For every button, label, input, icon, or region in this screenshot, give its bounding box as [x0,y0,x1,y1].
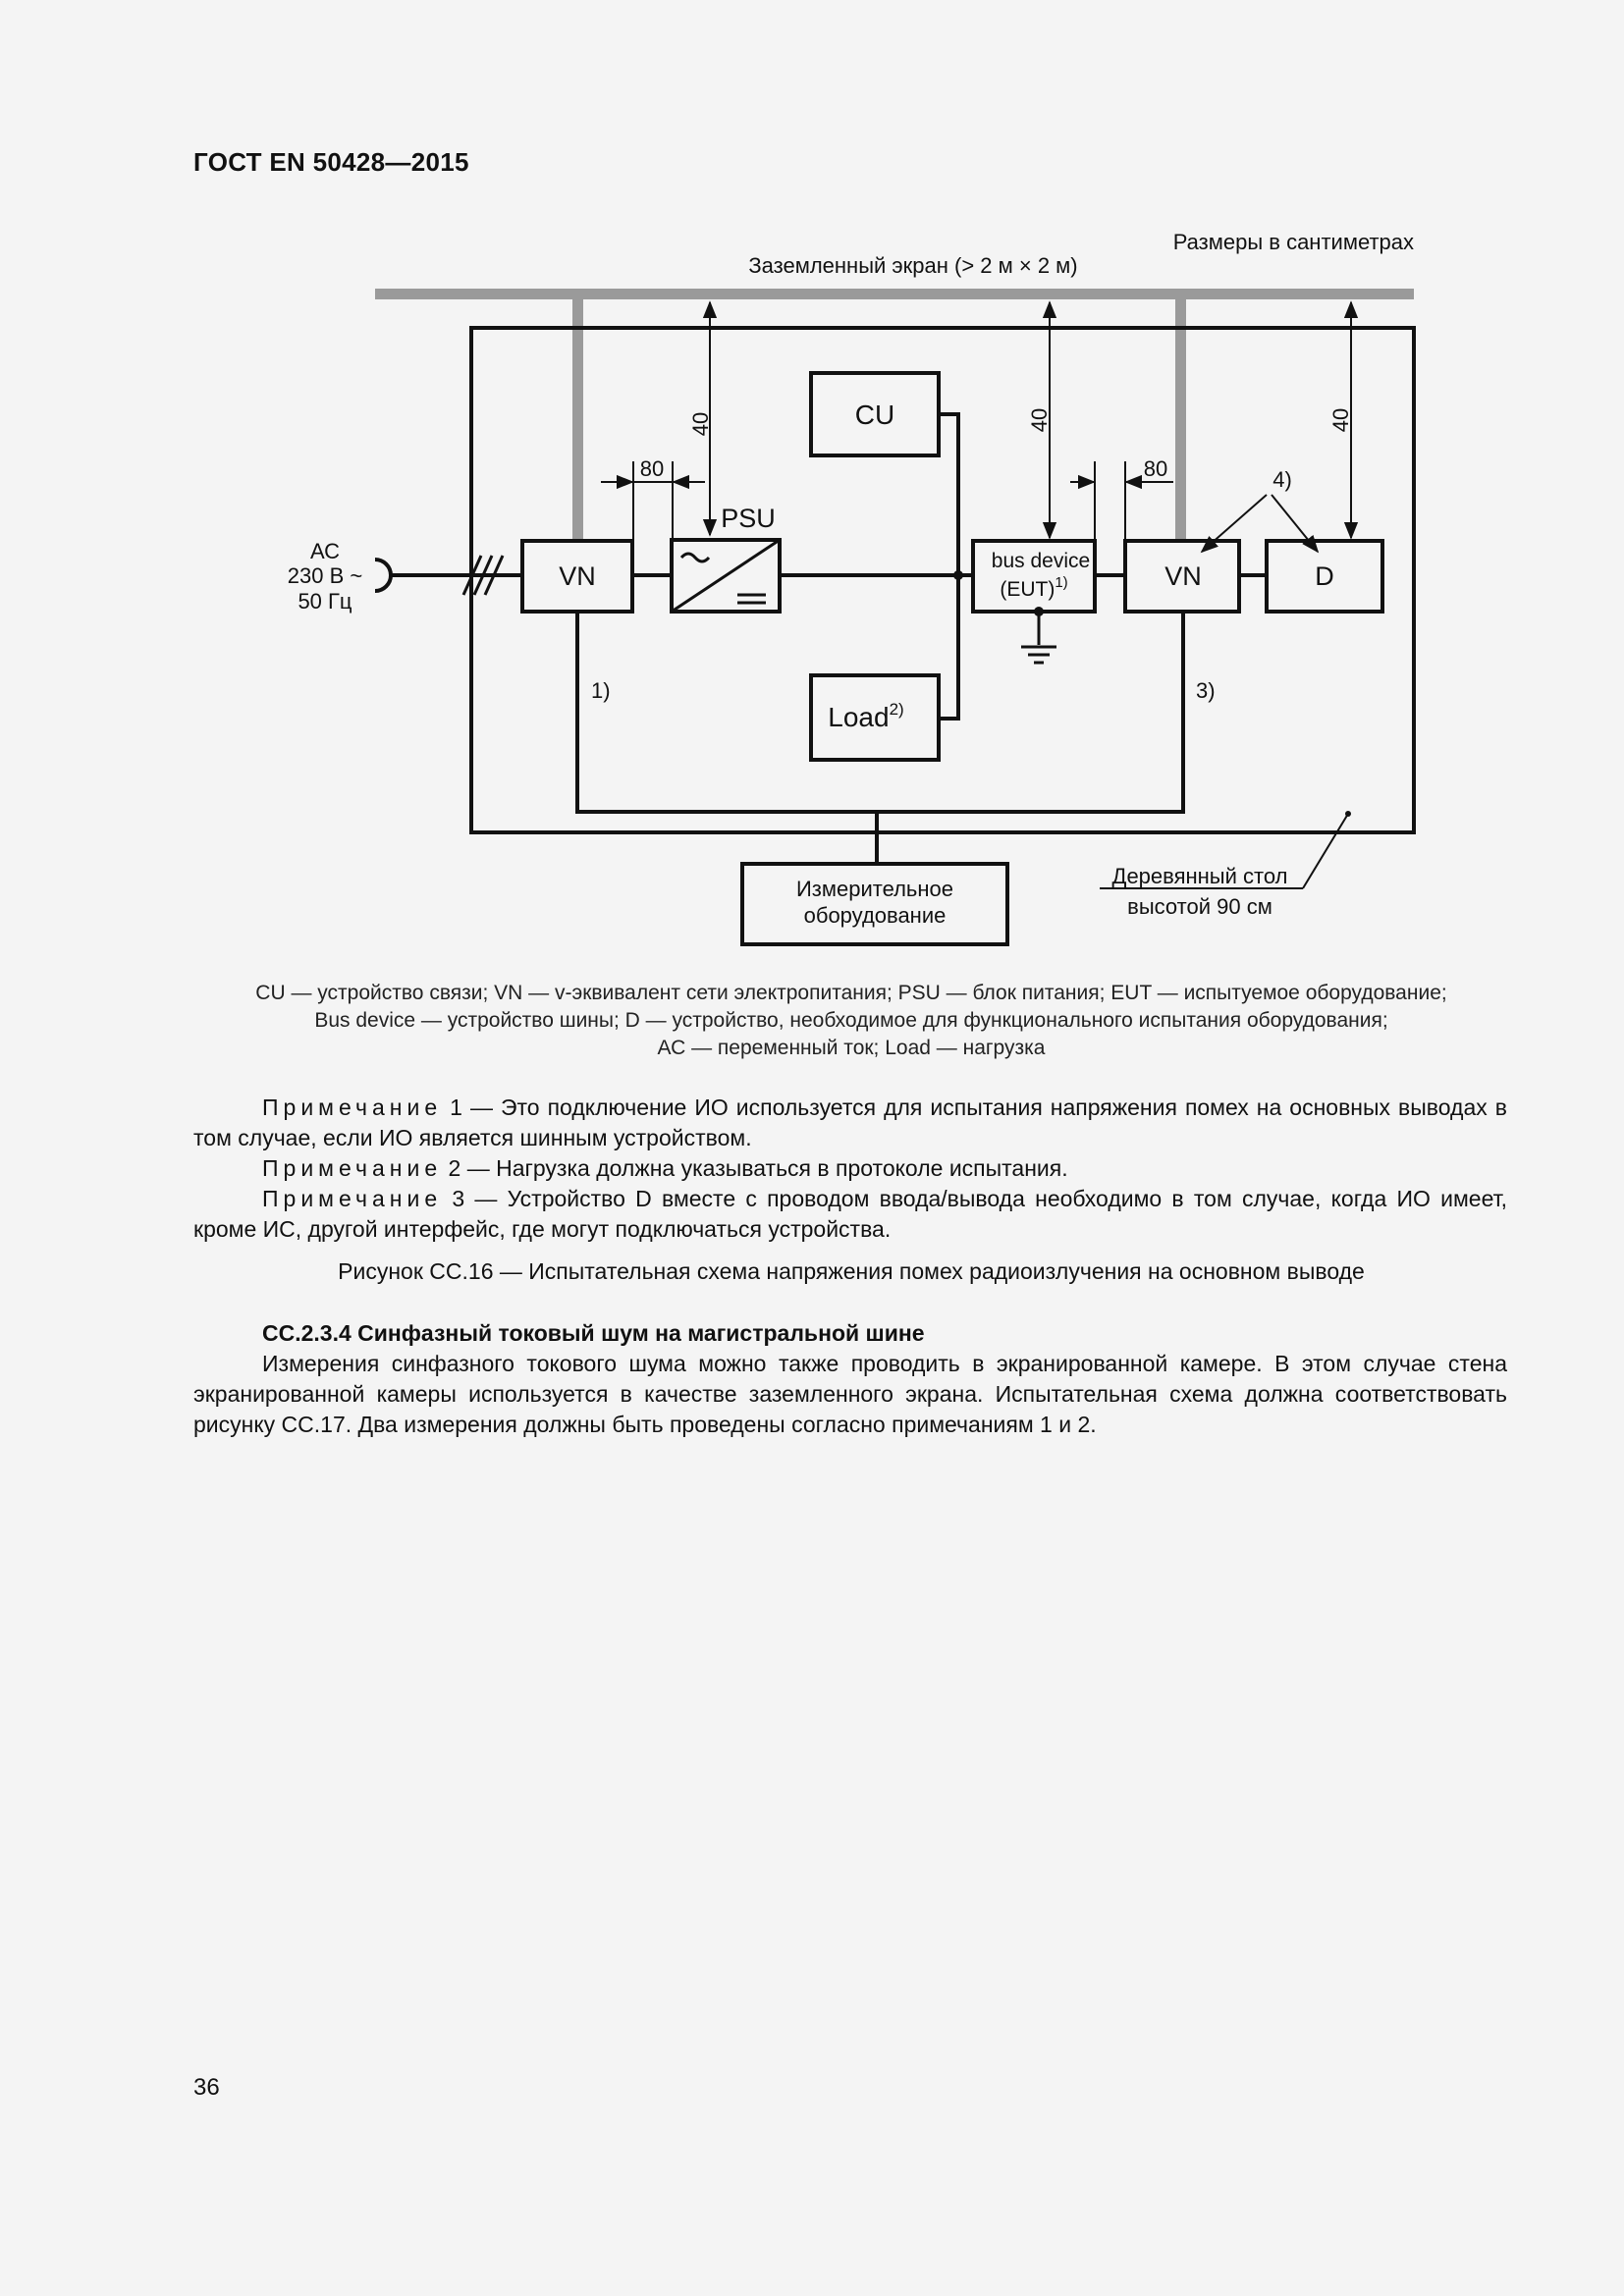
ac-label-1: АС [309,539,341,563]
dim-40-c: 40 [1328,407,1353,433]
note-1: Примечание 1 — Это подключение ИО используется для испытания напряжения помех на основных выводах в том случае, если ИО является шинным устройством. [193,1095,1507,1150]
psu-ac-symbol [681,554,709,561]
note-3-label: 3) [1196,678,1216,703]
dim-40-a: 40 [688,411,713,437]
dim-80-b: 80 [1143,456,1168,481]
legend-line-2: Bus device — устройство шины; D — устройство, необходимое для функционального испытания оборудования; [314,1009,1388,1032]
figure-caption: Рисунок СС.16 — Испытательная схема напряжения помех радиоизлучения на основном выводе [338,1258,1365,1284]
psu-diagonal [672,540,780,612]
psu-label: PSU [721,504,776,533]
figure-legend [193,980,1509,1062]
page-header: ГОСТ EN 50428—2015 [193,147,469,177]
note-4-label: 4) [1272,467,1292,492]
dim-40-b: 40 [1027,407,1052,433]
measuring-label-2: оборудование [803,903,947,928]
bus-device-label-1: bus device [991,550,1091,572]
vn-left-label: VN [559,561,596,591]
measuring-label-1: Измерительное [795,877,954,901]
table-label-1: Деревянный стол [1111,864,1288,888]
wooden-table [471,328,1414,832]
note-1-label: 1) [591,678,611,703]
load-label: Load$^{2)}$ [828,700,904,732]
legend-line-3: АС — переменный ток; Load — нагрузка [657,1037,1046,1059]
ground-plane [375,289,1414,299]
d-label: D [1315,561,1334,591]
test-setup-diagram [0,0,1624,972]
note-4-pointer-1 [1202,495,1267,552]
section-paragraph: Измерения синфазного токового шума можно также проводить в экранированной камере. В этом случае стена экранированной камеры используется в качестве заземленного экрана. Испытательная схема должна соответствовать рисунку СС.17. Два измерения должны быть проведены согласно примечаниям 1 и 2. [193,1351,1507,1437]
figure-notes [193,1093,1507,1245]
page-number: 36 [193,2074,220,2101]
note-4-pointer-2 [1272,495,1318,552]
wire-cu [939,414,958,719]
note-3: Примечание 3 — Устройство D вместе с проводом ввода/вывода необходимо в том случае, когда ИО имеет, кроме ИС, другой интерфейс, где могут подключаться устройства. [193,1186,1507,1242]
legend-line-1: CU — устройство связи; VN — v-эквивалент сети электропитания; PSU — блок питания; EUT — испытуемое оборудование; [255,982,1447,1004]
note-2: Примечание 2 — Нагрузка должна указываться в протоколе испытания. [262,1155,1068,1181]
ground-strap-right [1175,299,1186,541]
ground-strap-left [572,299,583,541]
bus-device-label-2: (EUT)$^{1)}$ [1000,574,1068,601]
table-callout-leader [1303,814,1348,888]
table-label-2: высотой 90 см [1127,894,1272,919]
section-cc-2-3-4 [193,1318,1507,1440]
section-heading: СС.2.3.4 Синфазный токовый шум на магистральной шине [262,1320,925,1346]
ground-plane-label: Заземленный экран (> 2 м × 2 м) [748,253,1078,278]
dimensions-note: Размеры в сантиметрах [1172,230,1414,254]
ac-label-3: 50 Гц [298,589,352,614]
ac-label-2: 230 В ~ [287,563,363,588]
cu-label: CU [854,400,895,430]
dim-80-a: 80 [639,456,665,481]
vn-right-label: VN [1164,561,1202,591]
ac-plug-icon [375,560,391,591]
